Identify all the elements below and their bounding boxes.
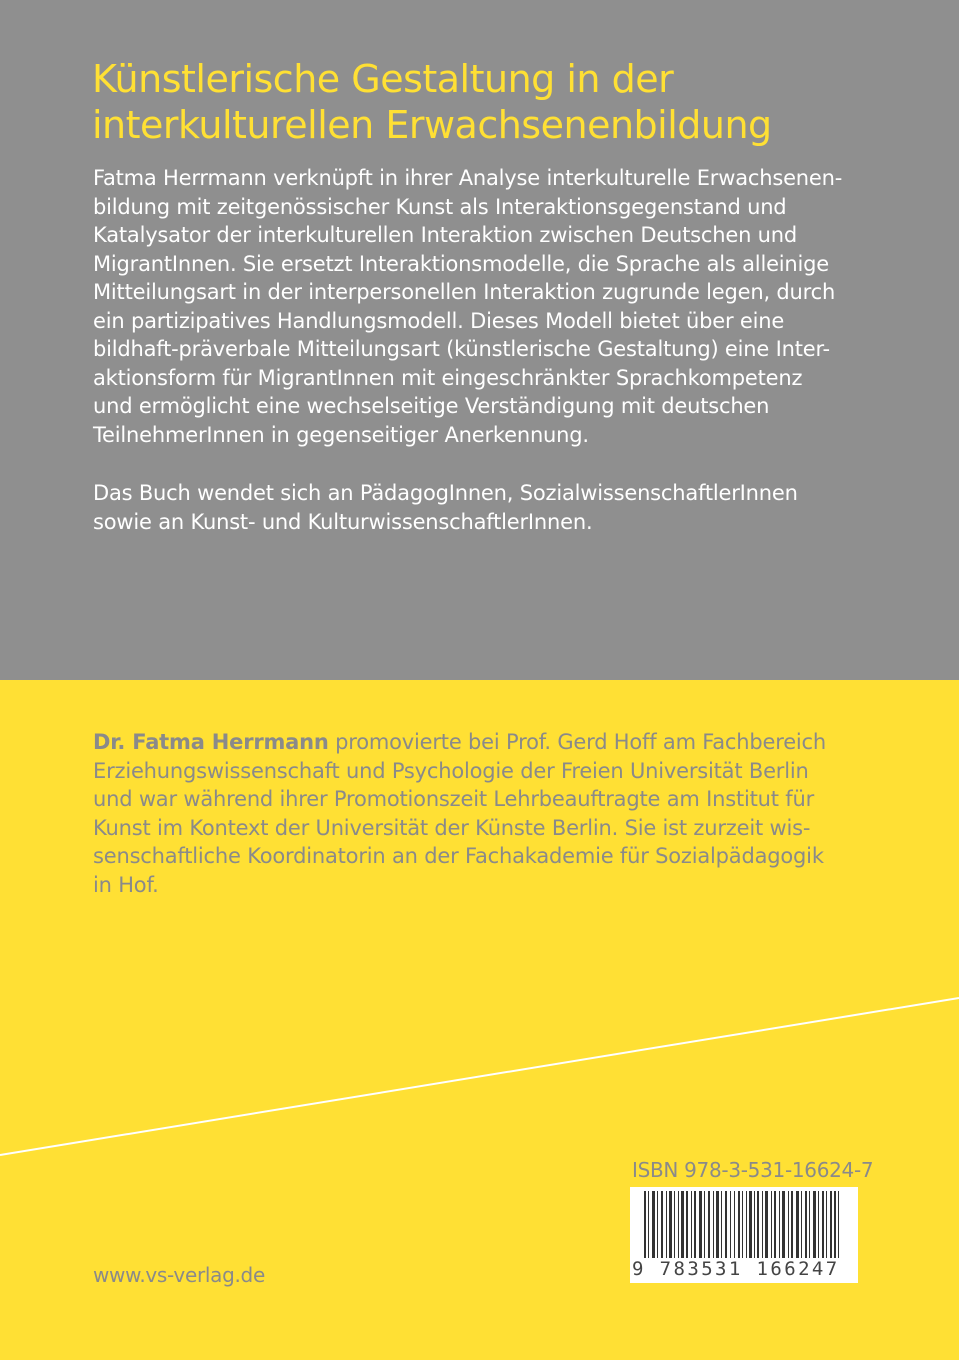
bio-line: Erziehungswissenschaft und Psychologie der Freien Universität Berlin	[93, 758, 809, 783]
description-line: TeilnehmerInnen in gegenseitiger Anerkennung.	[93, 422, 589, 447]
barcode	[630, 1187, 858, 1283]
description-line: bildhaft-präverbale Mitteilungsart (künstlerische Gestaltung) eine Inter-	[93, 337, 830, 361]
audience-line: sowie an Kunst- und KulturwissenschaftlerInnen.	[93, 509, 593, 534]
description-line: aktionsform für MigrantInnen mit eingeschränkter Sprachkompetenz	[93, 365, 803, 390]
isbn-text: ISBN 978-3-531-16624-7	[632, 1158, 874, 1182]
description-line: Mitteilungsart in der interpersonellen Interaktion zugrunde legen, durch	[93, 280, 836, 304]
bio-line: in Hof.	[93, 872, 159, 897]
description-line: und ermöglicht eine wechselseitige Verständigung mit deutschen	[93, 394, 770, 418]
description-line: ein partizipatives Handlungsmodell. Dieses Modell bietet über eine	[93, 308, 785, 333]
bio-first-line-rest: promovierte bei Prof. Gerd Hoff am Fachbereich	[335, 730, 827, 754]
barcode-digits: 9 783531 166247	[632, 1258, 856, 1280]
author-bio	[93, 728, 893, 899]
description-line: MigrantInnen. Sie ersetzt Interaktionsmodelle, die Sprache als alleinige	[93, 251, 830, 276]
author-name: Dr. Fatma Herrmann	[93, 730, 329, 754]
book-description	[93, 164, 893, 449]
audience-line: Das Buch wendet sich an PädagogInnen, SozialwissenschaftlerInnen	[93, 481, 798, 505]
publisher-website: www.vs-verlag.de	[93, 1263, 265, 1287]
title-line: interkulturellen Erwachsenenbildung	[92, 103, 772, 147]
book-title	[92, 56, 912, 148]
bio-line	[93, 728, 893, 757]
description-line: Fatma Herrmann verknüpft in ihrer Analyse interkulturelle Erwachsenen-	[93, 166, 843, 190]
description-line: bildung mit zeitgenössischer Kunst als Interaktionsgegenstand und	[93, 194, 787, 219]
diagonal-line	[0, 990, 959, 1160]
bio-line: Kunst im Kontext der Universität der Künste Berlin. Sie ist zurzeit wis-	[93, 815, 811, 840]
description-line: Katalysator der interkulturellen Interaktion zwischen Deutschen und	[93, 223, 798, 247]
bio-line: und war während ihrer Promotionszeit Lehrbeauftragte am Institut für	[93, 787, 815, 811]
bio-line: senschaftliche Koordinatorin an der Fachakademie für Sozialpädagogik	[93, 844, 824, 868]
title-line: Künstlerische Gestaltung in der	[92, 57, 674, 101]
audience-text	[93, 479, 893, 536]
